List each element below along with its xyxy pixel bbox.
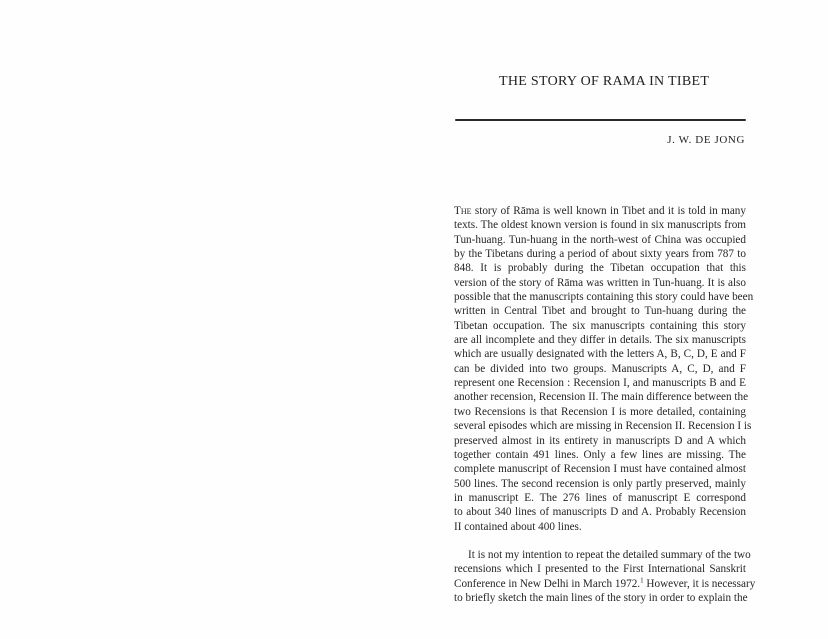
text-line: It is not my intention to repeat the detailed summary of the two [468, 548, 751, 561]
text-line: another recension, Recension II. The main difference between the [454, 391, 749, 404]
text-line: 848. It is probably during the Tibetan occupation that this [454, 262, 746, 275]
title-rule-divider [455, 119, 746, 121]
text-line: 500 lines. The second recension is only partly preserved, mainly [454, 477, 746, 490]
text-line: texts. The oldest known version is found in six manuscripts from [454, 219, 746, 232]
footnote-reference[interactable]: 1 [640, 575, 644, 584]
text-line: two Recensions is that Recension I is more detailed, containing [454, 405, 746, 418]
text-line: are all incomplete and they differ in details. The six manuscripts [454, 334, 746, 347]
first-word: The [454, 205, 472, 217]
text-line: to about 340 lines of manuscripts D and A. Probably Recension [454, 506, 746, 519]
text-line: version of the story of Rāma was written in Tun-huang. It is also [454, 276, 746, 289]
text-line [454, 204, 746, 218]
paragraph-2 [454, 548, 756, 605]
text-line: complete manuscript of Recension I must have contained almost [454, 463, 746, 476]
text-line: Tun-huang. Tun-huang in the north-west of China was occupied [454, 233, 746, 246]
author-name: J. W. DE JONG [667, 134, 745, 146]
text-line: written in Central Tibet and brought to Tun-huang during the [454, 305, 746, 318]
text-line: in manuscript E. The 276 lines of manuscript E correspond [454, 491, 746, 504]
text-line-start: Conference in New Delhi in March 1972. [454, 577, 641, 590]
article-title: THE STORY OF RAMA IN TIBET [499, 74, 710, 89]
text-line: possible that the manuscripts containing this story could have been [454, 291, 754, 304]
text-line-tail: However, it is necessary [643, 577, 756, 590]
text-line: recensions which I presented to the First International Sanskrit [454, 563, 746, 576]
text-line: by the Tibetans during a period of about sixty years from 787 to [454, 248, 746, 261]
text-line: which are usually designated with the letters A, B, C, D, E and F [454, 348, 746, 361]
article-body [454, 204, 756, 605]
document-page [440, 0, 828, 639]
text-line [454, 575, 756, 591]
text-line: Tibetan occupation. The six manuscripts containing this story [454, 319, 746, 332]
text-line-rest: story of Rāma is well known in Tibet and it is told in many [471, 205, 746, 217]
text-line: preserved almost in its entirety in manuscripts D and A which [454, 434, 746, 447]
text-line: to briefly sketch the main lines of the story in order to explain the [454, 591, 748, 604]
text-line: represent one Recension : Recension I, and manuscripts B and E [454, 377, 746, 390]
text-line: can be divided into two groups. Manuscripts A, C, D, and F [454, 362, 746, 375]
text-line: together contain 491 lines. Only a few lines are missing. The [454, 448, 746, 461]
text-line: several episodes which are missing in Recension II. Recension I is [454, 420, 752, 433]
text-line: II contained about 400 lines. [454, 520, 582, 533]
paragraph-1 [454, 204, 754, 534]
